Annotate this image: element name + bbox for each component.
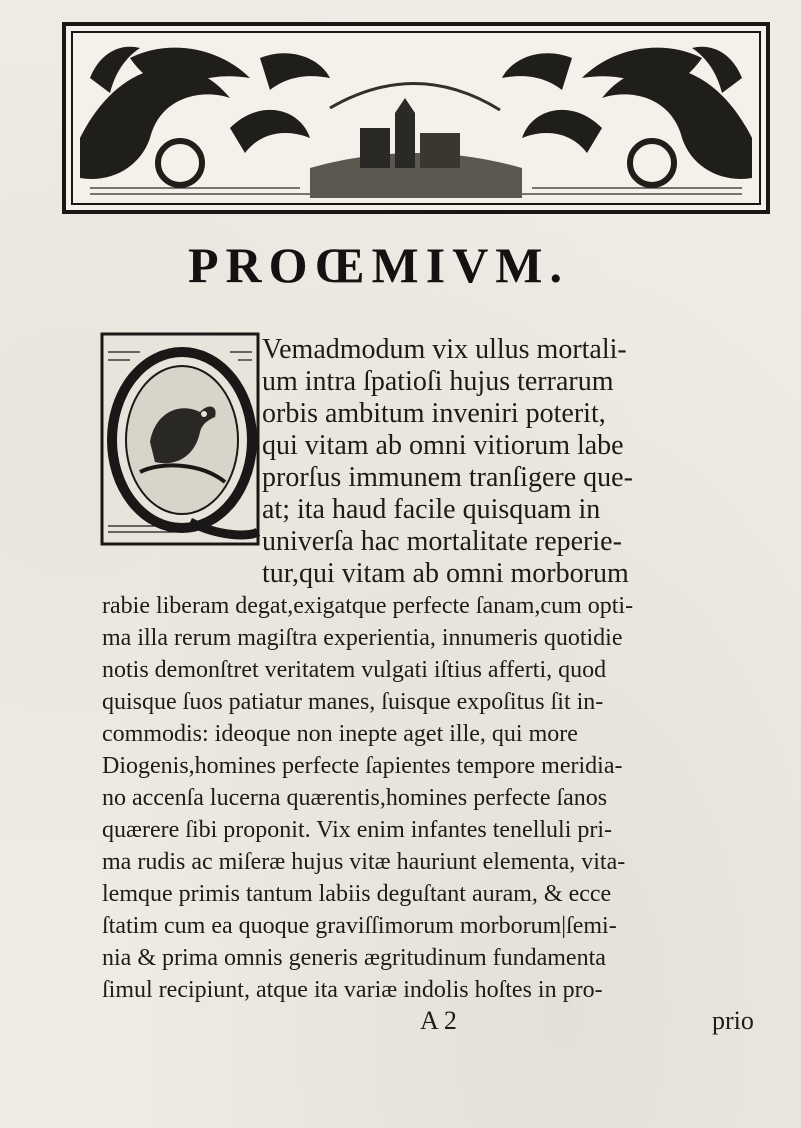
text-line: ma rudis ac miſeræ hujus vitæ hauriunt elementa, vita-	[102, 849, 626, 875]
text-line: prorſus immunem tranſigere que-	[262, 462, 633, 493]
text-line: nia & prima omnis generis ægritudinum fundamenta	[102, 945, 606, 971]
text-line: quærere ſibi proponit. Vix enim infantes tenelluli pri-	[102, 817, 613, 843]
signature-mark: A 2	[420, 1006, 457, 1035]
catchword: prio	[712, 1006, 754, 1035]
text-line: qui vitam ab omni vitiorum labe	[262, 430, 624, 461]
text-line: Diogenis,homines perfecte ſapientes tempore meridia-	[102, 753, 623, 779]
text-line: rabie liberam degat,exigatque perfecte ſanam,cum opti-	[102, 593, 634, 619]
text-line: lemque primis tantum labiis deguſtant auram, & ecce	[102, 881, 612, 907]
page-title: PROŒMIVM.	[188, 237, 569, 293]
woodcut-initial-q	[100, 332, 260, 560]
text-line: quisque ſuos patiatur manes, ſuisque expoſitus ſit in-	[102, 689, 604, 715]
text-line: ſtatim cum ea quoque graviſſimorum morborum|ſemi-	[102, 913, 617, 939]
text-line: notis demonſtret veritatem vulgati iſtius afferti, quod	[102, 657, 607, 683]
text-line: univerſa hac mortalitate reperie-	[262, 526, 622, 557]
text-line: ſimul recipiunt, atque ita variæ indolis hoſtes in pro-	[102, 977, 603, 1003]
text-line: um intra ſpatioſi hujus terrarum	[262, 366, 614, 397]
ornamental-headpiece	[60, 18, 772, 218]
text-line: Vemadmodum vix ullus mortali-	[262, 334, 627, 365]
text-line: commodis: ideoque non inepte aget ille, qui more	[102, 721, 578, 747]
text-line: ma illa rerum magiſtra experientia, innumeris quotidie	[102, 625, 623, 651]
text-line: orbis ambitum inveniri poterit,	[262, 398, 606, 429]
text-line: at; ita haud facile quisquam in	[262, 494, 601, 525]
text-line: tur,qui vitam ab omni morborum	[262, 558, 629, 589]
text-line: no accenſa lucerna quærentis,homines perfecte ſanos	[102, 785, 608, 811]
